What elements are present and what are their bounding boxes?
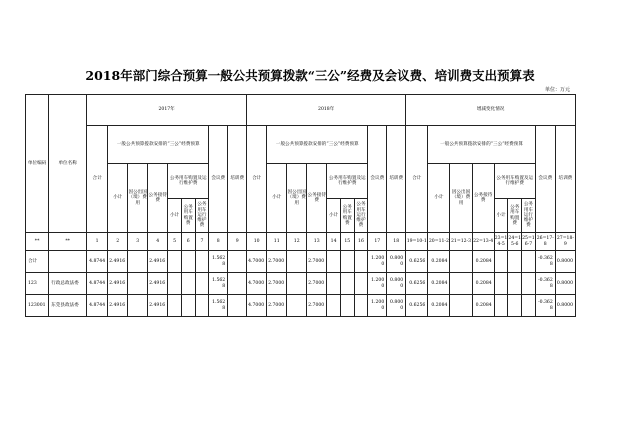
table-cell: 2.7000: [267, 273, 287, 295]
column-index-cell: 10: [247, 233, 267, 251]
header-row-groups: [26, 126, 576, 164]
table-cell: 2.7000: [267, 251, 287, 273]
header-meeting: 会议费: [368, 126, 387, 233]
column-index-cell: 13: [307, 233, 327, 251]
header-abroad: 因公出国（境）费用: [450, 164, 472, 233]
header-sangong: 一般公共预算拨款安排的“三公”经费预算: [267, 126, 368, 164]
header-reception: 公务接待费: [472, 164, 494, 233]
header-subtotal: 小计: [168, 199, 182, 233]
table-row: [26, 273, 576, 295]
table-cell: 1.2000: [368, 251, 387, 273]
table-cell: 1.5628: [209, 295, 228, 317]
header-sangong: 一般公共预算拨款安排的“三公”经费预算: [108, 126, 209, 164]
table-cell: [128, 273, 148, 295]
header-subtotal: 小计: [267, 164, 287, 233]
row-unit-name: 东莞县政法委: [49, 295, 87, 317]
header-training: 培训费: [555, 126, 575, 233]
table-cell: [195, 251, 209, 273]
header-abroad: 因公出国（境）费用: [128, 164, 148, 233]
table-cell: [327, 273, 341, 295]
row-unit-name: 行政总政法委: [49, 273, 87, 295]
table-cell: [228, 273, 247, 295]
table-cell: 0.8000: [555, 251, 575, 273]
table-cell: [354, 295, 368, 317]
column-index-cell: 24=15-6: [508, 233, 522, 251]
table-cell: [340, 251, 354, 273]
header-total: 合计: [247, 126, 267, 233]
table-cell: [340, 295, 354, 317]
table-cell: [354, 251, 368, 273]
table-cell: 0.8000: [387, 273, 406, 295]
header-row-items: [26, 164, 576, 199]
header-year-2017: 2017年: [87, 95, 247, 126]
table-cell: 2.4916: [108, 251, 128, 273]
header-vehicle-operation: 公务用车运行维护费: [354, 199, 368, 233]
header-total: 合计: [406, 126, 428, 233]
header-vehicle-purchase: 公务用车购置费: [508, 199, 522, 233]
table-cell: [287, 251, 307, 273]
row-unit-name: [49, 251, 87, 273]
header-total: 合计: [87, 126, 108, 233]
table-cell: [287, 295, 307, 317]
header-abroad: 因公出国（境）费用: [287, 164, 307, 233]
column-index-cell: 16: [354, 233, 368, 251]
table-cell: [327, 295, 341, 317]
table-cell: [450, 295, 472, 317]
header-vehicle-group: 公务用车购置及运行维护费: [494, 164, 535, 199]
column-index-cell: 11: [267, 233, 287, 251]
table-cell: [494, 273, 508, 295]
header-training: 培训费: [228, 126, 247, 233]
table-cell: [354, 273, 368, 295]
column-index-cell: 22=13-4: [472, 233, 494, 251]
table-cell: 0.6256: [406, 273, 428, 295]
table-cell: [228, 295, 247, 317]
table-cell: [508, 273, 522, 295]
column-index-cell: **: [49, 233, 87, 251]
header-subtotal: 小计: [327, 199, 341, 233]
table-cell: [327, 251, 341, 273]
header-subtotal: 小计: [494, 199, 508, 233]
table-cell: [228, 251, 247, 273]
header-vehicle-purchase: 公务用车购置费: [340, 199, 354, 233]
table-cell: 0.2084: [428, 251, 450, 273]
unit-label: 单位：万元: [544, 87, 570, 93]
table-cell: 4.7000: [247, 251, 267, 273]
header-row-years: [26, 95, 576, 126]
column-index-cell: 17: [368, 233, 387, 251]
column-index-cell: 19=10-1: [406, 233, 428, 251]
table-cell: 1.5628: [209, 273, 228, 295]
header-vehicle-purchase: 公务用车购置费: [181, 199, 195, 233]
table-cell: [287, 273, 307, 295]
column-index-cell: 7: [195, 233, 209, 251]
table-cell: 0.8000: [555, 273, 575, 295]
table-cell: 1.5628: [209, 251, 228, 273]
column-index-cell: 21=12-3: [450, 233, 472, 251]
table-cell: 0.8000: [555, 295, 575, 317]
table-cell: 2.4916: [108, 273, 128, 295]
table-cell: 0.2084: [428, 295, 450, 317]
column-index-cell: 9: [228, 233, 247, 251]
header-vehicle-group: 公务用车购置及运行维护费: [168, 164, 209, 199]
header-meeting: 会议费: [535, 126, 555, 233]
column-index-cell: 15: [340, 233, 354, 251]
table-cell: 2.7000: [307, 273, 327, 295]
table-cell: 0.8000: [387, 251, 406, 273]
row-unit-code: 123: [26, 273, 49, 295]
table-cell: 4.8744: [87, 273, 108, 295]
table-cell: [168, 273, 182, 295]
header-vehicle-operation: 公务用车运行维护费: [195, 199, 209, 233]
column-index-row: [26, 233, 576, 251]
table-cell: 0.6256: [406, 295, 428, 317]
column-index-cell: 4: [148, 233, 168, 251]
table-row: [26, 251, 576, 273]
column-index-cell: 23=14-5: [494, 233, 508, 251]
row-unit-code: 123001: [26, 295, 49, 317]
table-cell: 0.2084: [472, 273, 494, 295]
table-cell: 4.7000: [247, 273, 267, 295]
column-index-cell: 20=11-2: [428, 233, 450, 251]
table-cell: [168, 251, 182, 273]
header-change: 增减变化情况: [406, 95, 576, 126]
header-year-2018: 2018年: [247, 95, 406, 126]
column-index-cell: 5: [168, 233, 182, 251]
table-cell: -0.3628: [535, 251, 555, 273]
column-index-cell: 8: [209, 233, 228, 251]
table-cell: [508, 251, 522, 273]
column-index-cell: 18: [387, 233, 406, 251]
header-unit-name: 单位名称: [49, 95, 87, 233]
table-cell: [195, 273, 209, 295]
table-cell: 4.7000: [247, 295, 267, 317]
column-index-cell: 14: [327, 233, 341, 251]
column-index-cell: 2: [108, 233, 128, 251]
table-cell: 2.4916: [148, 251, 168, 273]
header-subtotal: 小计: [108, 164, 128, 233]
table-cell: [181, 273, 195, 295]
header-unit-code: 单位编码: [26, 95, 49, 233]
table-cell: 1.2000: [368, 273, 387, 295]
table-cell: 2.4916: [148, 273, 168, 295]
table-row: [26, 295, 576, 317]
table-cell: [522, 273, 536, 295]
table-cell: -0.3628: [535, 273, 555, 295]
table-cell: [168, 295, 182, 317]
column-index-cell: 27=18-9: [555, 233, 575, 251]
table-cell: 1.2000: [368, 295, 387, 317]
table-cell: [508, 295, 522, 317]
table-cell: [128, 251, 148, 273]
table-cell: 4.8744: [87, 251, 108, 273]
header-vehicle-operation: 公务用车运行维护费: [522, 199, 536, 233]
header-meeting: 会议费: [209, 126, 228, 233]
header-subtotal: 小计: [428, 164, 450, 233]
page-title: 2018年部门综合预算一般公共预算拨款“三公”经费及会议费、培训费支出预算表: [85, 68, 535, 83]
table-cell: [181, 295, 195, 317]
table-cell: [128, 295, 148, 317]
table-cell: [181, 251, 195, 273]
table-cell: 0.2084: [472, 295, 494, 317]
table-cell: [494, 251, 508, 273]
table-cell: [450, 273, 472, 295]
table-cell: [340, 273, 354, 295]
table-cell: 0.2084: [428, 273, 450, 295]
column-index-cell: 12: [287, 233, 307, 251]
table-cell: 0.8000: [387, 295, 406, 317]
table-cell: [522, 251, 536, 273]
column-index-cell: 25=16-7: [522, 233, 536, 251]
row-unit-code: 合计: [26, 251, 49, 273]
table-cell: [450, 251, 472, 273]
table-cell: 2.4916: [148, 295, 168, 317]
table-cell: [494, 295, 508, 317]
column-index-cell: 1: [87, 233, 108, 251]
column-index-cell: 3: [128, 233, 148, 251]
header-reception: 公务接待费: [148, 164, 168, 233]
table-cell: 2.7000: [307, 251, 327, 273]
table-cell: 2.7000: [267, 295, 287, 317]
header-training: 培训费: [387, 126, 406, 233]
table-cell: -0.3628: [535, 295, 555, 317]
column-index-cell: 6: [181, 233, 195, 251]
header-vehicle-group: 公务用车购置及运行维护费: [327, 164, 368, 199]
table-cell: 4.8744: [87, 295, 108, 317]
budget-table: [25, 94, 576, 317]
column-index-cell: 26=17-8: [535, 233, 555, 251]
table-cell: [195, 295, 209, 317]
table-cell: 2.7000: [307, 295, 327, 317]
header-reception: 公务接待费: [307, 164, 327, 233]
column-index-cell: **: [26, 233, 49, 251]
table-cell: 2.4916: [108, 295, 128, 317]
table-cell: 0.6256: [406, 251, 428, 273]
header-sangong: 一般公共预算拨款安排的“三公”经费预算: [428, 126, 535, 164]
table-cell: 0.2084: [472, 251, 494, 273]
table-cell: [522, 295, 536, 317]
